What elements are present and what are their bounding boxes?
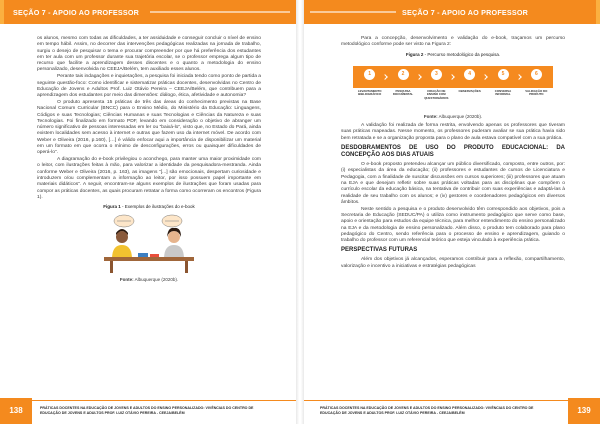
figure-label: Figura 2 (405, 51, 424, 57)
figure-caption: - Exemplos de ilustrações do e-book (120, 204, 195, 210)
flowchart-step (491, 60, 516, 97)
section-title: SEÇÃO 7 - APOIO AO PROFESSOR (13, 8, 140, 17)
page-footer (0, 398, 296, 424)
section-title: SEÇÃO 7 - APOIO AO PROFESSOR (402, 8, 529, 17)
ebook-illustration-icon (94, 213, 204, 275)
header-rule (150, 11, 290, 13)
paragraph: A diagramação do e-book privilegiou o aconchego, para manter uma maior proximidade com o leitor, com ilustrações feitas à mão, para valorizar a identidade da pesquisadora-mestranda. Ainda conforme Weber e Oliveira (2016, p. 163), as imagens “[...] são emocionais, despertam curiosidade e introduzem o/ou complementam a informação ao leitor, por isso possuem papel importante em materiais didáticos”. A seguir, encontram-se alguns exemplos de ilustrações que foram usadas para compor as práticas docentes, as quais procuram retratar a forma como ocorreram os encontros (Figura 1). (37, 157, 261, 200)
footer-title: PRÁTICAS DOCENTES NA EDUCAÇÃO DE JOVENS E ADULTOS DO ENSINO PERSONALIZADO: VIVÊNCIAS DO CENTRO DE EDUCAÇÃO DE JOVENS E ADULTOS PROF. LUIZ OTÁVIO PEREIRA - CEEJA/BELÉM (40, 406, 254, 415)
paragraph: Para a concepção, desenvolvimento e validação do e-book, traçamos um percurso metodológico conforme pode ser visto na Figura 2: (341, 36, 565, 48)
paragraph: Além dos objetivos já alcançados, esperamos contribuir para a reflexão, compartilhamento, valorização e incentivo a iniciativas e estratégias pedagógicas (341, 257, 565, 269)
step-number: 2 (397, 68, 410, 81)
flowchart-step (424, 60, 449, 100)
source-text: Albuquerque (2020b). (437, 113, 483, 119)
step-number: 5 (497, 68, 510, 81)
left-page (0, 0, 296, 424)
section-heading: DESDOBRAMENTOS DE USO DO PRODUTO EDUCACIONAL: DA CONCEPÇÃO AOS DIAS ATUAIS (341, 145, 565, 159)
flowchart-step (524, 60, 549, 97)
page-number: 139 (568, 398, 600, 424)
flowchart-step (391, 60, 416, 97)
paragraph: os alunos, mesmo com todas as dificuldades, a ter assiduidade e conseguir concluir o nível de ensino em tempo hábil. Assim, no decorrer das intervenções pedagógicas realizadas na jornada de trabalho, surgiu o desejo de pesquisar o tema e procurar compreender por que há preferência dos estudantes em ter aula com um professor durante sua trajetória escolar, se o professor emprega algum tipo de recurso que facilite a aprendizagem desses discentes e o quanto a metodologia do ensino personalizado, desenvolvida no CEEJA/Belém, tem auxiliado esses alunos. (37, 36, 261, 73)
figure-2-title (341, 52, 565, 58)
step-number: 4 (463, 68, 476, 81)
right-body (341, 36, 565, 271)
step-number: 6 (530, 68, 543, 81)
figure-1-source (37, 277, 261, 283)
flowchart-step (457, 60, 482, 93)
figure-2-source (341, 114, 565, 120)
header-rule (310, 11, 396, 13)
step-label: LEVANTAMENTO BIBLIOGRÁFICO (357, 88, 382, 97)
step-number: 3 (430, 68, 443, 81)
source-text: Albuquerque (2020b). (133, 276, 179, 282)
step-label: CONVERSA INFORMAL (494, 88, 512, 97)
header-accent-bar (596, 0, 600, 24)
paragraph: O e-book proposto pretendeu alcançar um público diversificado, composto, entre outros, por: (i) especialistas da área da educação; (ii) professores e estudantes de cursos de Licenciatura e Pedagogia, com a finalidade de suscitar discussões em cursos superiores; (iii) professores que atuam na EJA e que desejam refletir sobre suas práticas voltadas para as disciplinas que compõem o currículo escolar da educação básica, na tentativa de contribuir com suas experiências e adaptá-las à realidade de seu trabalho com os alunos; e (iv) gestores e coordenadores pedagógicos em diversos âmbitos. (341, 162, 565, 205)
step-label: CRIAÇÃO DE ENSINO COM QUESTIONÁRIOS (424, 88, 449, 100)
paragraph: O produto apresenta 15 práticas de três das áreas do conhecimento previstas na Base Nacional Comum Curricular (BNCC) para o Ensino Médio, do Ministério da Educação: Linguagens, Códigos e suas Tecnologias; Ciências Humanas e suas Tecnologias e Ciências da Natureza e suas Tecnologias. Foi finalizado em formato PDF, levando em consideração o objetivo de abranger um número significativo de pessoas interessadas em ler ou “baixá-lo”, visto que, no Estado do Pará, ainda existem localidades sem acesso à internet e outras que fazem uso da internet móvel. De acordo com Weber e Oliveira (2016, p.160), […] é válido enfocar aqui a importância de disponibilizar um material em um formato em que ocorra o mínimo de desconfigurações, erros ou quaisquer dificuldades de operá-lo”. (37, 99, 261, 156)
step-label: OBSERVAÇÕES (458, 88, 481, 93)
flowchart-step (357, 60, 382, 97)
figure-1-illustration (94, 213, 204, 275)
source-label: Fonte: (119, 276, 134, 282)
left-body (37, 36, 261, 286)
book-gutter (296, 0, 304, 424)
step-number: 1 (363, 68, 376, 81)
step-label: VALIDAÇÃO DO PRODUTO (525, 88, 548, 97)
page-footer (304, 398, 600, 424)
paragraph: Perante tais indagações e inquietações, a pesquisa foi iniciada tendo como ponto de partida a seguinte questão-foco: Como identificar e sistematizar práticas docentes, desenvolvidas no Centro de Educação de Jovens e Adultos Prof. Luiz Otávio Pereira – CEEJA/Belém, que contribuem para a aprendizagem dos estudantes por meio das dimensões: diálogo, ética, afetividade e autonomia? (37, 74, 261, 99)
section-header (0, 0, 296, 24)
methodology-flowchart (353, 60, 553, 112)
footer-rule (32, 400, 296, 401)
source-label: Fonte: (423, 113, 438, 119)
paragraph: Neste sentido a pesquisa e o produto desenvolvido têm correspondido aos objetivos, pois a Secretaria de Educação (SEDUC/PA) o utiliza como instrumento pedagógico que serve como base, apoio e orientação para estudos da equipe técnica, para melhor entendimento do ensino personalizado na EJA e da metodologia de ensino personalizado. Além disso, o produto tem colaborado para plano pedagógico do Centro, sendo referência para o processo de ensino e aprendizagem, guiando o trabalho do professor com um referencial teórico que esteja vinculado à experiência prática. (341, 206, 565, 244)
paragraph: A validação foi realizada de forma restrita, envolvendo apenas os professores que tiveram suas práticas mapeadas. Nesse momento, os professores puderam avaliar se sua prática havia sido bem retratada e se a organização proposta para o plano de aula estava compatível com a sua prática. (341, 123, 565, 141)
figure-label: Figura 1 (103, 204, 121, 210)
figure-1-title (37, 204, 261, 210)
header-accent-bar (0, 0, 4, 24)
section-header (304, 0, 600, 24)
figure-caption: - Percurso metodológico da pesquisa. (423, 51, 501, 57)
section-heading: PERSPECTIVAS FUTURAS (341, 247, 418, 254)
step-label: PESQUISA DOCUMENTAL (392, 88, 414, 97)
right-page (304, 0, 600, 424)
footer-rule (304, 400, 568, 401)
page-number: 138 (0, 398, 32, 424)
footer-title: PRÁTICAS DOCENTES NA EDUCAÇÃO DE JOVENS E ADULTOS DO ENSINO PERSONALIZADO: VIVÊNCIAS DO CENTRO DE EDUCAÇÃO DE JOVENS E ADULTOS PROF. LUIZ OTÁVIO PEREIRA - CEEJA/BELÉM (320, 406, 534, 415)
